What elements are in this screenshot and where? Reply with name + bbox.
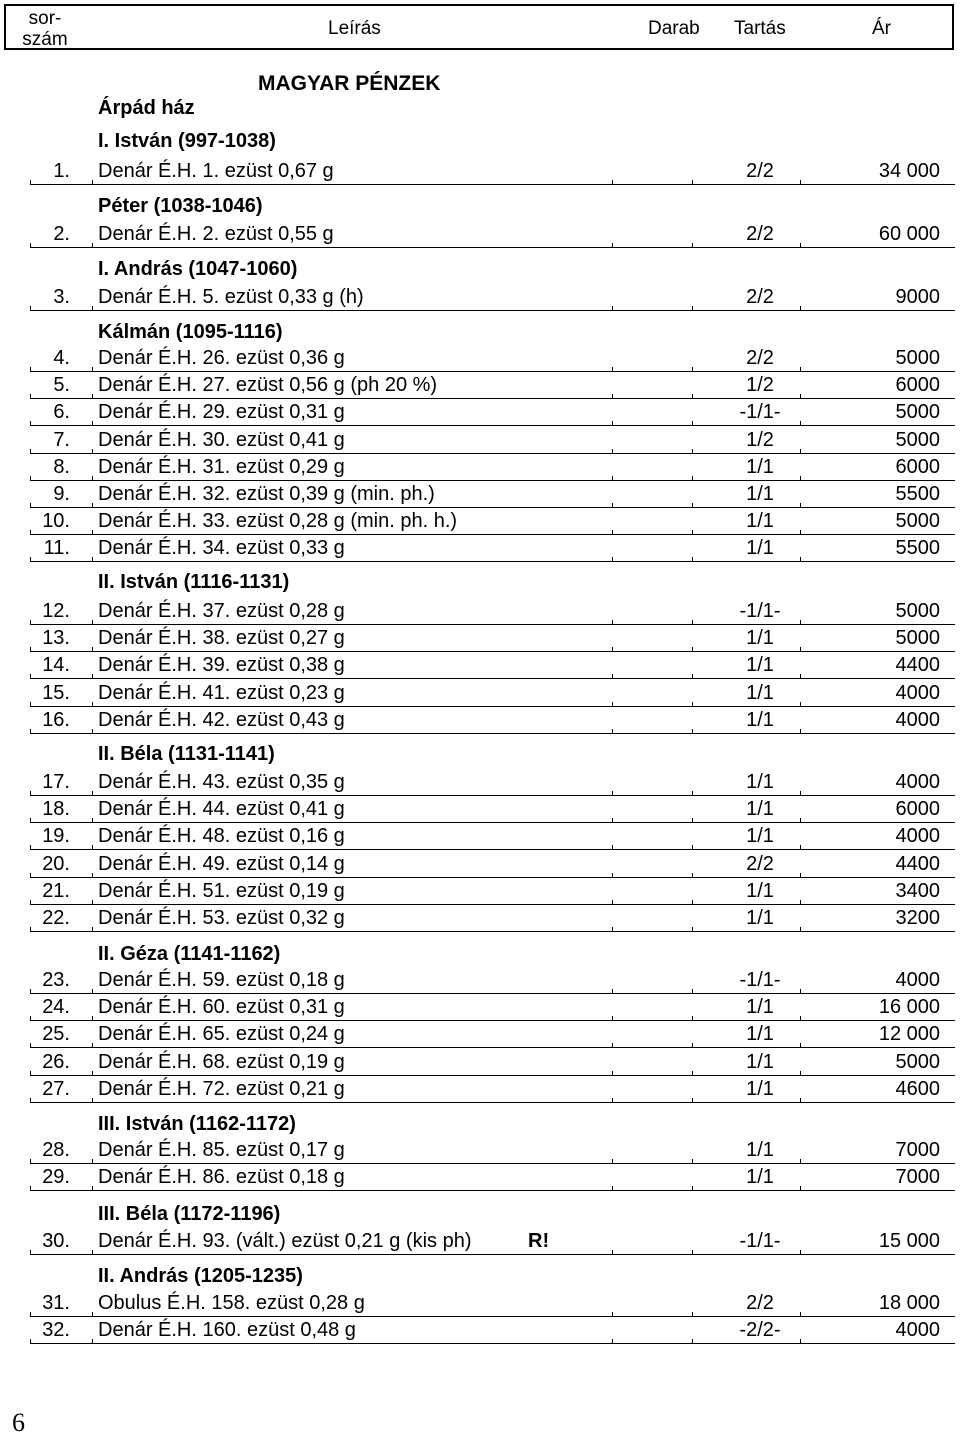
column-divider-tick — [692, 674, 693, 679]
item-price: 4000 — [895, 1319, 940, 1341]
item-price: 16 000 — [878, 996, 940, 1018]
table-row — [30, 796, 955, 823]
column-divider-tick — [92, 1043, 93, 1048]
item-condition: 1/1 — [746, 798, 774, 820]
column-divider-tick — [92, 306, 93, 311]
column-divider-tick — [692, 729, 693, 734]
table-header — [4, 4, 954, 50]
item-condition: -1/1- — [739, 1230, 781, 1252]
item-description: Denár É.H. 51. ezüst 0,19 g — [98, 880, 345, 902]
table-row — [30, 1164, 955, 1191]
item-description: Denár É.H. 48. ezüst 0,16 g — [98, 825, 345, 847]
ruler-heading: II. Béla (1131-1141) — [98, 743, 275, 765]
column-divider-tick — [800, 1250, 801, 1255]
column-divider-tick — [92, 927, 93, 932]
item-price: 12 000 — [878, 1023, 940, 1045]
item-number: 12. — [42, 600, 70, 622]
item-number: 20. — [42, 853, 70, 875]
table-row — [30, 994, 955, 1021]
item-description: Denár É.H. 72. ezüst 0,21 g — [98, 1078, 345, 1100]
table-row — [30, 1076, 955, 1103]
column-divider-tick — [30, 927, 31, 932]
item-price: 5500 — [895, 537, 940, 559]
header-leiras: Leírás — [328, 18, 381, 39]
table-row — [30, 878, 955, 905]
item-condition: 1/1 — [746, 1023, 774, 1045]
table-row — [30, 1228, 955, 1255]
ruler-heading: I. István (997-1038) — [98, 130, 276, 152]
item-price: 4000 — [895, 825, 940, 847]
item-price: 3400 — [895, 880, 940, 902]
item-condition: 1/1 — [746, 456, 774, 478]
item-condition: -1/1- — [739, 401, 781, 423]
column-divider-tick — [612, 557, 613, 562]
item-description: Denár É.H. 34. ezüst 0,33 g — [98, 537, 345, 559]
item-condition: 1/1 — [746, 682, 774, 704]
column-divider-tick — [612, 1043, 613, 1048]
item-condition: -1/1- — [739, 969, 781, 991]
item-description: Obulus É.H. 158. ezüst 0,28 g — [98, 1292, 365, 1314]
item-condition: 1/1 — [746, 627, 774, 649]
item-condition: 2/2 — [746, 160, 774, 182]
column-divider-tick — [612, 1339, 613, 1344]
item-price: 15 000 — [878, 1230, 940, 1252]
column-divider-tick — [92, 674, 93, 679]
item-description: Denár É.H. 160. ezüst 0,48 g — [98, 1319, 356, 1341]
column-divider-tick — [30, 1043, 31, 1048]
item-number: 29. — [42, 1166, 70, 1188]
column-divider-tick — [800, 674, 801, 679]
item-condition: 1/1 — [746, 709, 774, 731]
item-description: Denár É.H. 39. ezüst 0,38 g — [98, 654, 345, 676]
dynasty-heading: Árpád ház — [98, 97, 195, 119]
table-row — [30, 1049, 955, 1076]
column-divider-tick — [30, 845, 31, 850]
item-number: 15. — [42, 682, 70, 704]
header-tartas: Tartás — [734, 18, 786, 39]
item-condition: 1/1 — [746, 1051, 774, 1073]
item-description: Denár É.H. 41. ezüst 0,23 g — [98, 682, 345, 704]
item-condition: 2/2 — [746, 286, 774, 308]
ruler-heading: Péter (1038-1046) — [98, 195, 263, 217]
column-divider-tick — [92, 1186, 93, 1191]
column-divider-tick — [612, 243, 613, 248]
column-divider-tick — [692, 1098, 693, 1103]
table-row — [30, 967, 955, 994]
item-condition: 2/2 — [746, 1292, 774, 1314]
column-divider-tick — [30, 557, 31, 562]
table-row — [30, 345, 955, 372]
column-divider-tick — [692, 180, 693, 185]
item-condition: 2/2 — [746, 347, 774, 369]
column-divider-tick — [692, 243, 693, 248]
item-number: 8. — [53, 456, 70, 478]
item-price: 6000 — [895, 798, 940, 820]
item-price: 5000 — [895, 401, 940, 423]
table-row — [30, 625, 955, 652]
column-divider-tick — [92, 1339, 93, 1344]
column-divider-tick — [800, 845, 801, 850]
item-condition: 1/1 — [746, 537, 774, 559]
item-price: 4400 — [895, 654, 940, 676]
column-divider-tick — [30, 421, 31, 426]
item-number: 21. — [42, 880, 70, 902]
item-condition: 2/2 — [746, 853, 774, 875]
table-row — [30, 598, 955, 625]
item-description: Denár É.H. 2. ezüst 0,55 g — [98, 223, 334, 245]
item-price: 5000 — [895, 627, 940, 649]
item-description: Denár É.H. 32. ezüst 0,39 g (min. ph.) — [98, 483, 435, 505]
item-number: 22. — [42, 907, 70, 929]
column-divider-tick — [800, 1098, 801, 1103]
table-row — [30, 851, 955, 878]
column-divider-tick — [800, 1339, 801, 1344]
column-divider-tick — [692, 1043, 693, 1048]
column-divider-tick — [30, 180, 31, 185]
table-row — [30, 221, 955, 248]
table-row — [30, 284, 955, 311]
item-description: Denár É.H. 42. ezüst 0,43 g — [98, 709, 345, 731]
item-price: 7000 — [895, 1139, 940, 1161]
item-condition: 2/2 — [746, 223, 774, 245]
item-description: Denár É.H. 85. ezüst 0,17 g — [98, 1139, 345, 1161]
item-number: 13. — [42, 627, 70, 649]
column-divider-tick — [612, 1250, 613, 1255]
item-number: 16. — [42, 709, 70, 731]
column-divider-tick — [800, 243, 801, 248]
column-divider-tick — [692, 845, 693, 850]
column-divider-tick — [692, 306, 693, 311]
item-number: 32. — [42, 1319, 70, 1341]
table-row — [30, 454, 955, 481]
column-divider-tick — [800, 729, 801, 734]
item-price: 6000 — [895, 374, 940, 396]
ruler-heading: III. Béla (1172-1196) — [98, 1203, 281, 1225]
item-price: 5000 — [895, 600, 940, 622]
column-divider-tick — [800, 421, 801, 426]
item-number: 3. — [53, 286, 70, 308]
column-divider-tick — [92, 1250, 93, 1255]
column-divider-tick — [92, 845, 93, 850]
table-row — [30, 823, 955, 850]
item-price: 9000 — [895, 286, 940, 308]
table-row — [30, 158, 955, 185]
column-divider-tick — [92, 1098, 93, 1103]
column-divider-tick — [92, 243, 93, 248]
column-divider-tick — [800, 306, 801, 311]
item-number: 27. — [42, 1078, 70, 1100]
ruler-heading: I. András (1047-1060) — [98, 258, 298, 280]
header-sorszam — [20, 8, 70, 50]
item-description: Denár É.H. 1. ezüst 0,67 g — [98, 160, 334, 182]
item-condition: -2/2- — [739, 1319, 781, 1341]
column-divider-tick — [800, 927, 801, 932]
column-divider-tick — [692, 927, 693, 932]
table-row — [30, 399, 955, 426]
page-number: 6 — [12, 1408, 25, 1437]
item-price: 5000 — [895, 1051, 940, 1073]
ruler-heading: Kálmán (1095-1116) — [98, 321, 283, 343]
column-divider-tick — [92, 557, 93, 562]
column-divider-tick — [800, 557, 801, 562]
item-number: 25. — [42, 1023, 70, 1045]
column-divider-tick — [612, 306, 613, 311]
item-number: 1. — [53, 160, 70, 182]
table-row — [30, 535, 955, 562]
column-divider-tick — [92, 729, 93, 734]
header-sorszam-line1: sor- — [28, 8, 62, 29]
item-condition: 1/1 — [746, 1139, 774, 1161]
item-description: Denár É.H. 49. ezüst 0,14 g — [98, 853, 345, 875]
column-divider-tick — [92, 421, 93, 426]
column-divider-tick — [30, 1186, 31, 1191]
item-description: Denár É.H. 33. ezüst 0,28 g (min. ph. h.) — [98, 510, 458, 532]
column-divider-tick — [30, 243, 31, 248]
column-divider-tick — [612, 674, 613, 679]
item-price: 5500 — [895, 483, 940, 505]
item-description: Denár É.H. 37. ezüst 0,28 g — [98, 600, 345, 622]
column-divider-tick — [692, 1339, 693, 1344]
item-condition: 1/1 — [746, 510, 774, 532]
column-divider-tick — [30, 1098, 31, 1103]
item-price: 4600 — [895, 1078, 940, 1100]
table-row — [30, 652, 955, 679]
item-price: 5000 — [895, 510, 940, 532]
header-sorszam-line2: szám — [22, 29, 68, 50]
item-condition: 1/1 — [746, 825, 774, 847]
page-title: MAGYAR PÉNZEK — [258, 72, 441, 95]
item-description: Denár É.H. 93. (vált.) ezüst 0,21 g (kis ph) — [98, 1230, 472, 1252]
item-number: 10. — [42, 510, 70, 532]
table-row — [30, 481, 955, 508]
item-price: 4000 — [895, 771, 940, 793]
table-row — [30, 1021, 955, 1048]
item-number: 31. — [42, 1292, 70, 1314]
item-condition: 1/1 — [746, 880, 774, 902]
column-divider-tick — [30, 1250, 31, 1255]
item-price: 3200 — [895, 907, 940, 929]
table-row — [30, 427, 955, 454]
item-price: 4000 — [895, 709, 940, 731]
column-divider-tick — [612, 1186, 613, 1191]
item-number: 24. — [42, 996, 70, 1018]
item-price: 6000 — [895, 456, 940, 478]
column-divider-tick — [612, 421, 613, 426]
item-number: 9. — [53, 483, 70, 505]
item-description: Denár É.H. 65. ezüst 0,24 g — [98, 1023, 345, 1045]
item-description: Denár É.H. 27. ezüst 0,56 g (ph 20 %) — [98, 374, 438, 396]
table-row — [30, 1137, 955, 1164]
table-row — [30, 769, 955, 796]
item-condition: 1/1 — [746, 654, 774, 676]
table-row — [30, 1290, 955, 1317]
column-divider-tick — [692, 1250, 693, 1255]
item-description: Denár É.H. 43. ezüst 0,35 g — [98, 771, 345, 793]
item-price: 34 000 — [878, 160, 940, 182]
column-divider-tick — [800, 180, 801, 185]
table-row — [30, 508, 955, 535]
column-divider-tick — [612, 845, 613, 850]
item-number: 2. — [53, 223, 70, 245]
column-divider-tick — [30, 306, 31, 311]
table-row — [30, 680, 955, 707]
column-divider-tick — [612, 180, 613, 185]
table-row — [30, 707, 955, 734]
column-divider-tick — [692, 421, 693, 426]
table-row — [30, 1317, 955, 1344]
item-price: 5000 — [895, 347, 940, 369]
item-description: Denár É.H. 31. ezüst 0,29 g — [98, 456, 345, 478]
item-price: 4400 — [895, 853, 940, 875]
item-price: 7000 — [895, 1166, 940, 1188]
item-condition: 1/1 — [746, 907, 774, 929]
column-divider-tick — [800, 1186, 801, 1191]
column-divider-tick — [30, 674, 31, 679]
ruler-heading: II. András (1205-1235) — [98, 1265, 303, 1287]
table-row — [30, 905, 955, 932]
item-description: Denár É.H. 44. ezüst 0,41 g — [98, 798, 345, 820]
item-condition: 1/1 — [746, 996, 774, 1018]
item-price: 18 000 — [878, 1292, 940, 1314]
item-description: Denár É.H. 38. ezüst 0,27 g — [98, 627, 345, 649]
item-description: Denár É.H. 59. ezüst 0,18 g — [98, 969, 345, 991]
item-description: Denár É.H. 5. ezüst 0,33 g (h) — [98, 286, 364, 308]
item-condition: 1/2 — [746, 429, 774, 451]
item-price: 4000 — [895, 682, 940, 704]
item-number: 14. — [42, 654, 70, 676]
item-price: 4000 — [895, 969, 940, 991]
item-number: 5. — [53, 374, 70, 396]
item-number: 18. — [42, 798, 70, 820]
item-condition: 1/2 — [746, 374, 774, 396]
ruler-heading: II. Géza (1141-1162) — [98, 943, 281, 965]
item-description: Denár É.H. 86. ezüst 0,18 g — [98, 1166, 345, 1188]
header-ar: Ár — [872, 18, 891, 39]
item-number: 6. — [53, 401, 70, 423]
item-condition: -1/1- — [739, 600, 781, 622]
rarity-mark: R! — [528, 1230, 550, 1252]
ruler-heading: II. István (1116-1131) — [98, 571, 290, 593]
item-description: Denár É.H. 53. ezüst 0,32 g — [98, 907, 345, 929]
item-price: 60 000 — [878, 223, 940, 245]
column-divider-tick — [612, 927, 613, 932]
item-description: Denár É.H. 29. ezüst 0,31 g — [98, 401, 345, 423]
item-description: Denár É.H. 60. ezüst 0,31 g — [98, 996, 345, 1018]
item-number: 17. — [42, 771, 70, 793]
item-number: 30. — [42, 1230, 70, 1252]
item-condition: 1/1 — [746, 1078, 774, 1100]
item-condition: 1/1 — [746, 771, 774, 793]
ruler-heading: III. István (1162-1172) — [98, 1113, 296, 1135]
column-divider-tick — [612, 1098, 613, 1103]
item-condition: 1/1 — [746, 483, 774, 505]
item-number: 23. — [42, 969, 70, 991]
column-divider-tick — [30, 729, 31, 734]
column-divider-tick — [30, 1339, 31, 1344]
item-price: 5000 — [895, 429, 940, 451]
column-divider-tick — [612, 729, 613, 734]
item-description: Denár É.H. 30. ezüst 0,41 g — [98, 429, 345, 451]
header-darab: Darab — [648, 18, 700, 39]
item-number: 26. — [42, 1051, 70, 1073]
item-description: Denár É.H. 26. ezüst 0,36 g — [98, 347, 345, 369]
column-divider-tick — [92, 180, 93, 185]
item-number: 11. — [43, 537, 70, 559]
item-number: 19. — [42, 825, 70, 847]
item-number: 4. — [53, 347, 70, 369]
table-row — [30, 372, 955, 399]
item-description: Denár É.H. 68. ezüst 0,19 g — [98, 1051, 345, 1073]
item-number: 7. — [53, 429, 70, 451]
item-condition: 1/1 — [746, 1166, 774, 1188]
item-number: 28. — [42, 1139, 70, 1161]
column-divider-tick — [800, 1043, 801, 1048]
column-divider-tick — [692, 557, 693, 562]
column-divider-tick — [692, 1186, 693, 1191]
